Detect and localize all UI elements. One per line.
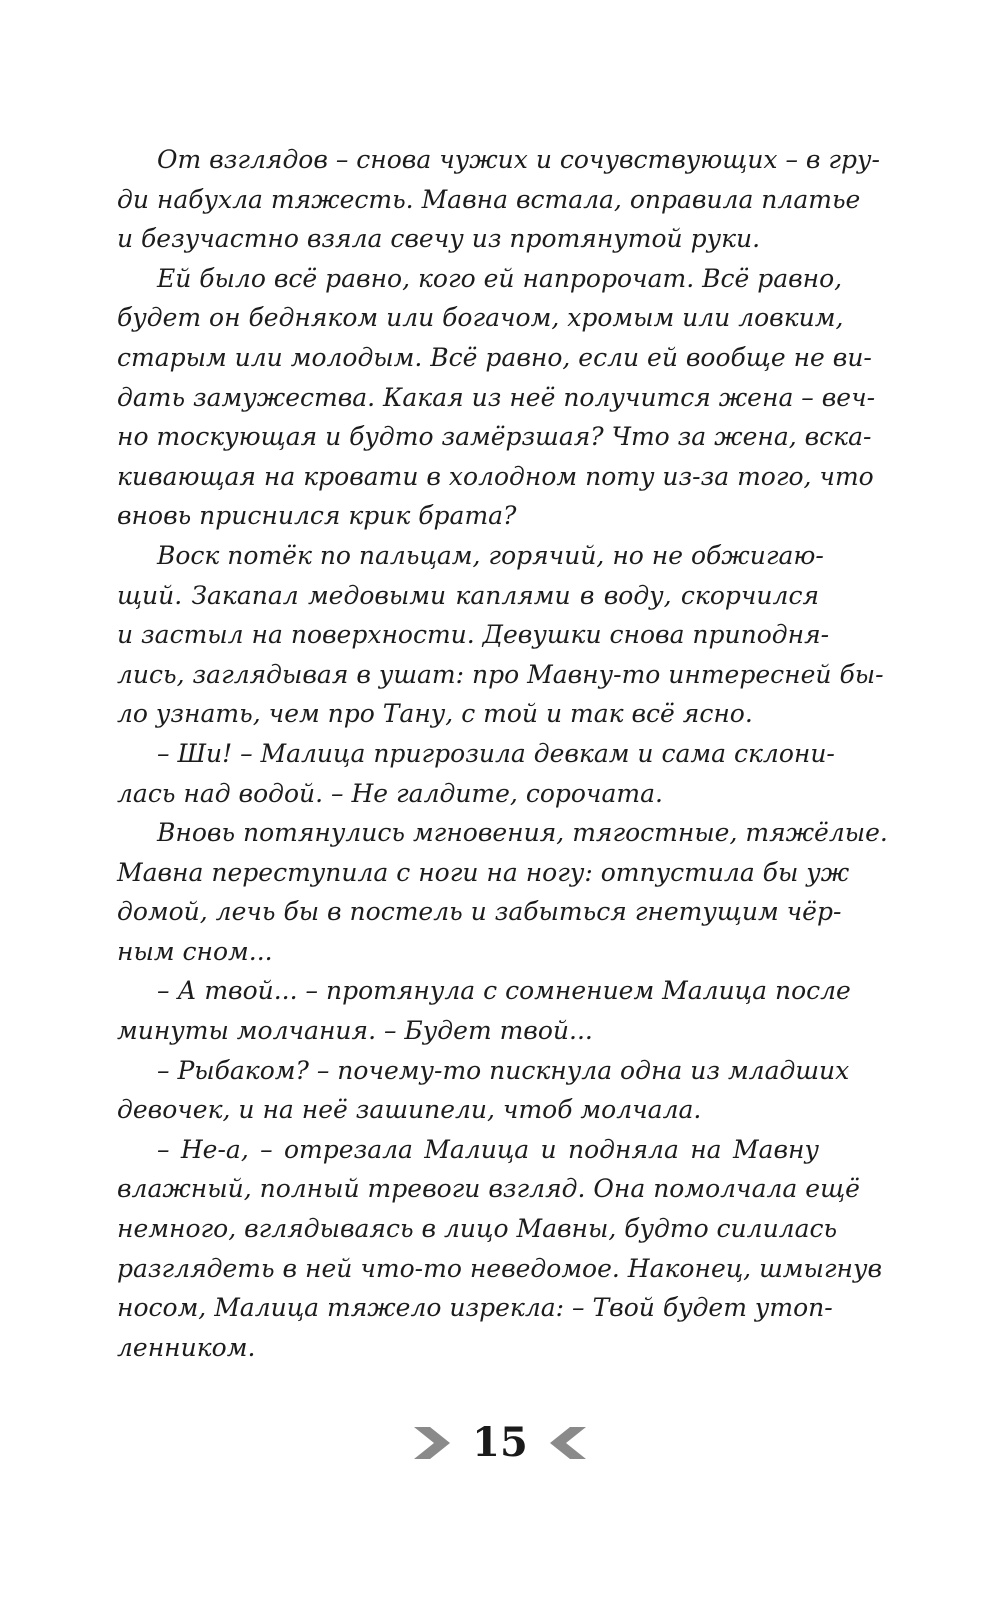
text-line: щий. Закапал медовыми каплями в воду, скорчился [117,580,819,610]
text-line: и безучастно взяла свечу из протянутой руки. [117,224,761,254]
text-line: Вновь потянулись мгновения, тягостные, тяжёлые. [157,818,888,848]
chevron-right-icon [412,1423,452,1463]
page-text [117,140,888,1367]
text-line: ленником. [117,1332,256,1362]
chevron-left-icon [548,1423,588,1463]
text-line: Мавна переступила с ноги на ногу: отпустила бы уж [117,857,850,887]
page-number: 15 [472,1419,528,1466]
text-line: Воск потёк по пальцам, горячий, но не обжигаю- [157,540,824,570]
text-line: носом, Малица тяжело изрекла: – Твой будет утоп- [117,1293,833,1323]
text-line: домой, лечь бы в постель и забыться гнетущим чёр- [117,897,842,927]
text-line: и застыл на поверхности. Девушки снова приподня- [117,620,830,650]
page-footer [0,1418,1000,1468]
text-line: немного, вглядываясь в лицо Мавны, будто силилась [117,1214,838,1244]
text-line: лась над водой. – Не галдите, сорочата. [117,778,663,808]
text-line: ди набухла тяжесть. Мавна встала, оправила платье [117,184,861,214]
text-line: – Не-а, – отрезала Малица и подняла на Мавну [157,1134,819,1164]
text-line: ло узнать, чем про Тану, с той и так всё ясно. [117,699,753,729]
text-line: – Ши! – Малица пригрозила девкам и сама склони- [157,738,835,768]
text-line: – Рыбаком? – почему-то пискнула одна из младших [157,1055,850,1085]
text-line: От взглядов – снова чужих и сочувствующих – в гру- [157,145,880,174]
text-line: будет он бедняком или богачом, хромым или ловким, [117,303,844,333]
text-line: старым или молодым. Всё равно, если ей вообще не ви- [117,342,872,372]
text-line: минуты молчания. – Будет твой... [117,1016,593,1046]
text-line: лись, заглядывая в ушат: про Мавну-то интересней бы- [117,659,884,689]
text-line: Ей было всё равно, кого ей напророчат. Всё равно, [157,263,843,293]
text-line: влажный, полный тревоги взгляд. Она помолчала ещё [117,1174,860,1204]
text-line: ным сном... [117,936,273,966]
text-line: но тоскующая и будто замёрзшая? Что за жена, вска- [117,422,872,452]
text-line: кивающая на кровати в холодном поту из-за того, что [117,461,874,491]
text-line: дать замужества. Какая из неё получится жена – веч- [117,382,876,412]
text-line: разглядеть в ней что-то неведомое. Наконец, шмыгнув [117,1253,883,1283]
text-line: девочек, и на неё зашипели, чтоб молчала. [117,1095,702,1125]
text-line: – А твой... – протянула с сомнением Малица после [157,976,851,1006]
text-line: вновь приснился крик брата? [117,501,517,531]
